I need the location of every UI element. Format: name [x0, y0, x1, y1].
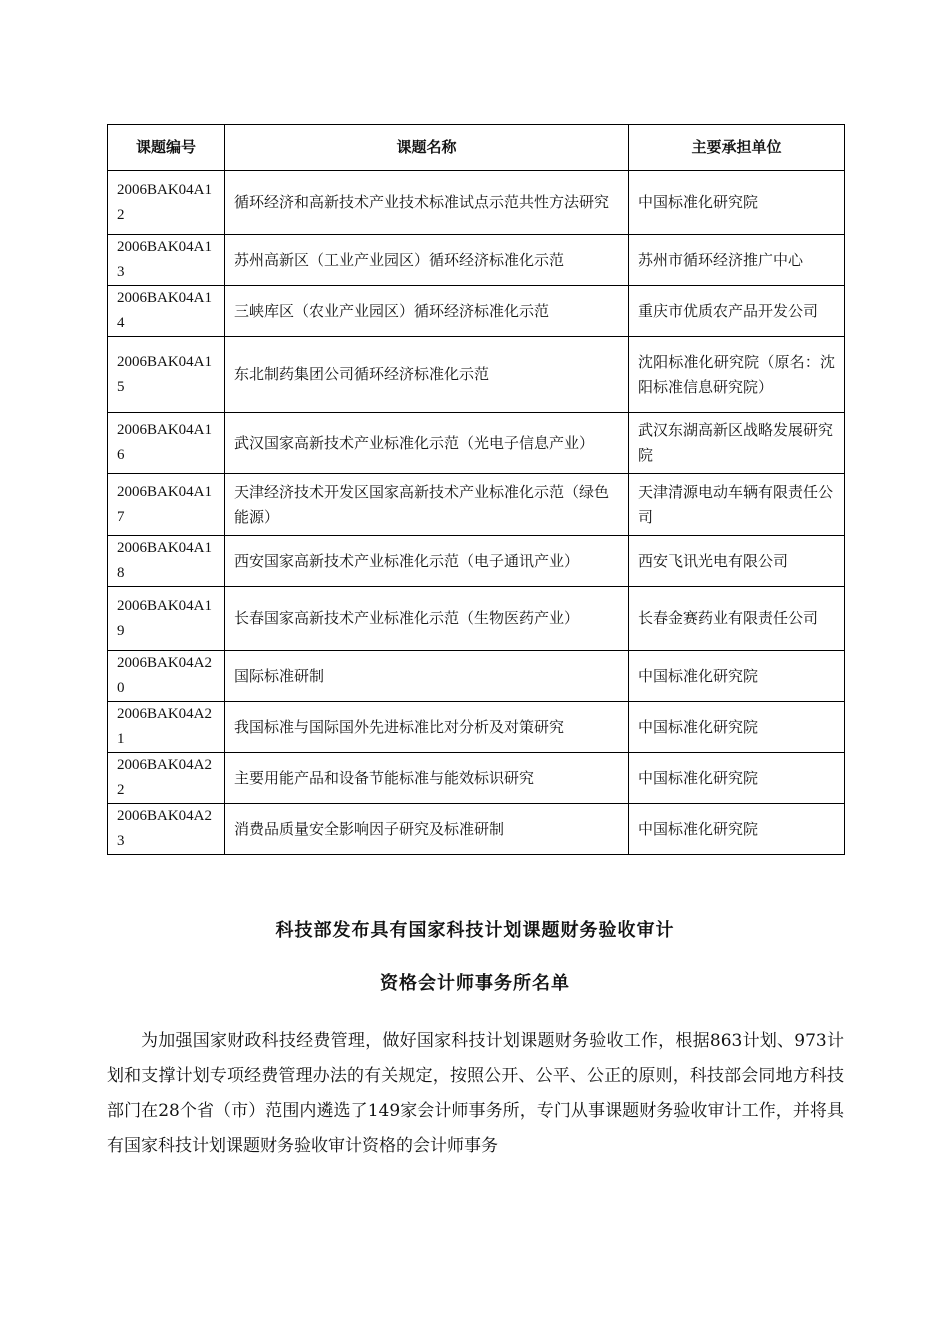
table-row [108, 413, 845, 474]
row-code: 2006BAK04A23 [108, 804, 225, 855]
table-row [108, 235, 845, 286]
row-name: 三峡库区（农业产业园区）循环经济标准化示范 [225, 286, 629, 337]
row-unit: 长春金赛药业有限责任公司 [629, 587, 845, 651]
header-code: 课题编号 [108, 125, 225, 171]
table-row [108, 171, 845, 235]
row-unit: 中国标准化研究院 [629, 702, 845, 753]
table-row [108, 337, 845, 413]
table-row [108, 286, 845, 337]
topics-table [107, 124, 845, 855]
row-code: 2006BAK04A15 [108, 337, 225, 413]
row-unit: 西安飞讯光电有限公司 [629, 536, 845, 587]
row-unit: 沈阳标准化研究院（原名：沈阳标准信息研究院） [629, 337, 845, 413]
table-row [108, 587, 845, 651]
row-name: 国际标准研制 [225, 651, 629, 702]
row-unit: 中国标准化研究院 [629, 651, 845, 702]
table-row [108, 474, 845, 536]
row-name: 苏州高新区（工业产业园区）循环经济标准化示范 [225, 235, 629, 286]
row-unit: 重庆市优质农产品开发公司 [629, 286, 845, 337]
row-unit: 中国标准化研究院 [629, 804, 845, 855]
row-code: 2006BAK04A22 [108, 753, 225, 804]
row-name: 循环经济和高新技术产业技术标准试点示范共性方法研究 [225, 171, 629, 235]
row-name: 我国标准与国际国外先进标准比对分析及对策研究 [225, 702, 629, 753]
row-name: 天津经济技术开发区国家高新技术产业标准化示范（绿色能源） [225, 474, 629, 536]
row-unit: 中国标准化研究院 [629, 753, 845, 804]
row-code: 2006BAK04A13 [108, 235, 225, 286]
section-title-line1: 科技部发布具有国家科技计划课题财务验收审计 [275, 920, 675, 941]
table-row [108, 651, 845, 702]
row-name: 长春国家高新技术产业标准化示范（生物医药产业） [225, 587, 629, 651]
header-name: 课题名称 [225, 125, 629, 171]
table-row [108, 702, 845, 753]
row-code: 2006BAK04A19 [108, 587, 225, 651]
row-unit: 苏州市循环经济推广中心 [629, 235, 845, 286]
row-name: 武汉国家高新技术产业标准化示范（光电子信息产业） [225, 413, 629, 474]
row-name: 消费品质量安全影响因子研究及标准研制 [225, 804, 629, 855]
header-unit: 主要承担单位 [629, 125, 845, 171]
row-code: 2006BAK04A21 [108, 702, 225, 753]
row-name: 东北制药集团公司循环经济标准化示范 [225, 337, 629, 413]
table-row [108, 536, 845, 587]
table-row [108, 753, 845, 804]
row-code: 2006BAK04A18 [108, 536, 225, 587]
row-code: 2006BAK04A12 [108, 171, 225, 235]
row-unit: 天津清源电动车辆有限责任公司 [629, 474, 845, 536]
section-title-line2: 资格会计师事务所名单 [380, 973, 570, 994]
row-code: 2006BAK04A14 [108, 286, 225, 337]
table-header-row [108, 125, 845, 171]
row-code: 2006BAK04A17 [108, 474, 225, 536]
row-code: 2006BAK04A16 [108, 413, 225, 474]
row-code: 2006BAK04A20 [108, 651, 225, 702]
table-row [108, 804, 845, 855]
row-unit: 武汉东湖高新区战略发展研究院 [629, 413, 845, 474]
row-unit: 中国标准化研究院 [629, 171, 845, 235]
body-paragraph: 为加强国家财政科技经费管理，做好国家科技计划课题财务验收工作，根据863计划、973计划和支撑计划专项经费管理办法的有关规定，按照公开、公平、公正的原则，科技部会同地方科技部门在28个省（市）范围内遴选了149家会计师事务所，专门从事课题财务验收审计工作，并将具有国家科技计划课题财务验收审计资格的会计师事务 [107, 1031, 844, 1156]
row-name: 主要用能产品和设备节能标准与能效标识研究 [225, 753, 629, 804]
row-name: 西安国家高新技术产业标准化示范（电子通讯产业） [225, 536, 629, 587]
